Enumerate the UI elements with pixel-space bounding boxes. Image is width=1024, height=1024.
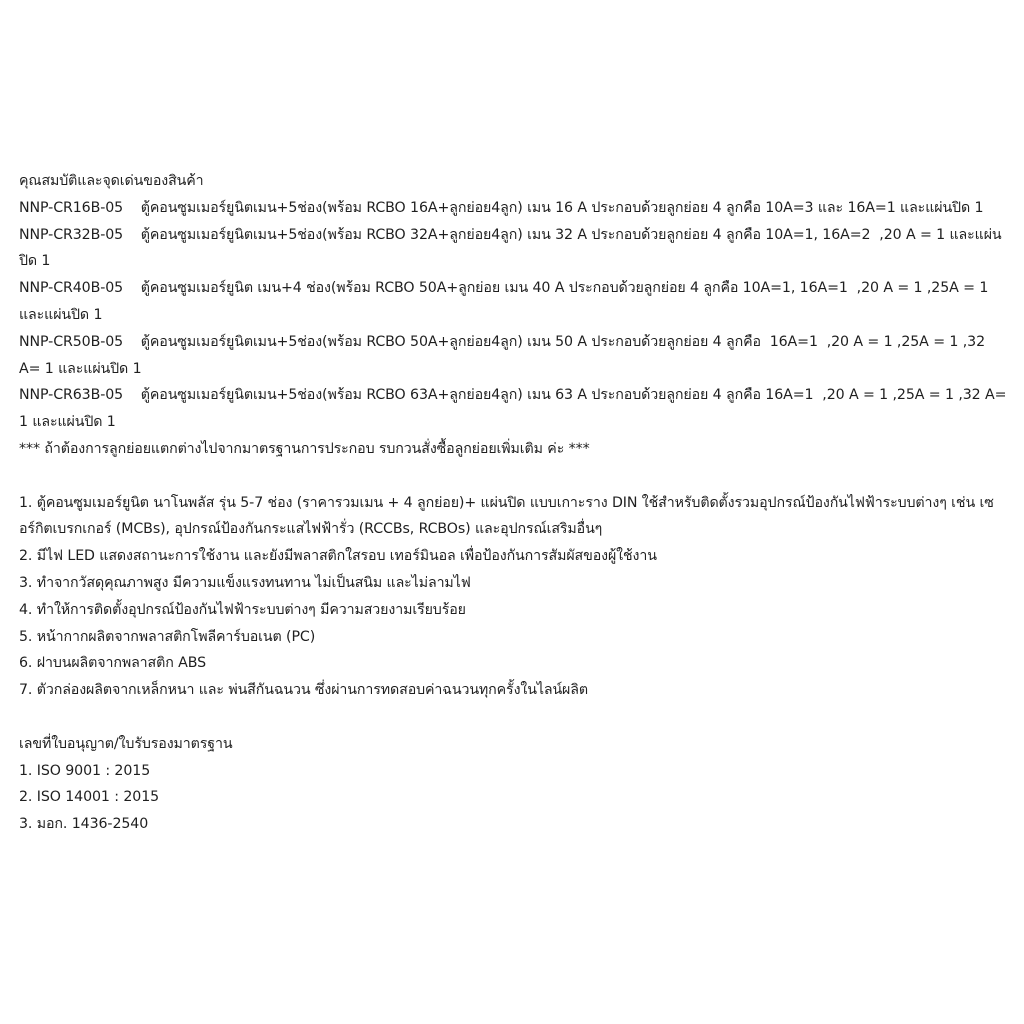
- model-description: ตู้คอนซูมเมอร์ยูนิตเมน+5ช่อง(พร้อม RCBO 16A+ลูกย่อย4ลูก) เมน 16 A ประกอบด้วยลูกย่อย 4 ลูกคือ 10A=3 และ 16A=1 และแผ่นปิด 1: [140, 199, 984, 216]
- order-note: *** ถ้าต้องการลูกย่อยแตกต่างไปจากมาตรฐานการประกอบ รบกวนสั่งซื้อลูกย่อยเพิ่มเติม ค่ะ ***: [19, 440, 590, 457]
- model-code: NNP-CR50B-05: [19, 333, 124, 350]
- feature-item: 4. ทำให้การติดตั้งอุปกรณ์ป้องกันไฟฟ้าระบบต่างๆ มีความสวยงามเรียบร้อย: [19, 601, 466, 618]
- spacer: [19, 463, 1009, 490]
- feature-item: 7. ตัวกล่องผลิตจากเหล็กหนา และ พ่นสีกันฉนวน ซึ่งผ่านการทดสอบค่าฉนวนทุกครั้งในไลน์ผลิต: [19, 682, 588, 699]
- model-description: ตู้คอนซูมเมอร์ยูนิต เมน+4 ช่อง(พร้อม RCBO 50A+ลูกย่อย เมน 40 A ประกอบด้วยลูกย่อย 4 ลูกคือ 10A=1, 16A=1 ,20 A = 1 ,25A = 1 และแผ่นปิด 1: [19, 280, 993, 323]
- model-description: ตู้คอนซูมเมอร์ยูนิตเมน+5ช่อง(พร้อม RCBO 63A+ลูกย่อย4ลูก) เมน 63 A ประกอบด้วยลูกย่อย 4 ลูกคือ 16A=1 ,20 A = 1 ,25A = 1 ,32 A= 1 และแผ่นปิด 1: [19, 387, 1011, 431]
- model-description: ตู้คอนซูมเมอร์ยูนิตเมน+5ช่อง(พร้อม RCBO 50A+ลูกย่อย4ลูก) เมน 50 A ประกอบด้วยลูกย่อย 4 ลูกคือ 16A=1 ,20 A = 1 ,25A = 1 ,32 A= 1 และแผ่นปิด 1: [19, 333, 990, 377]
- feature-item: 2. มีไฟ LED แสดงสถานะการใช้งาน และยังมีพลาสติกใสรอบ เทอร์มินอล เพื่อป้องกันการสัมผัสของผู้ใช้งาน: [19, 548, 657, 565]
- feature-item: 5. หน้ากากผลิตจากพลาสติกโพลีคาร์บอเนต (PC): [19, 628, 316, 645]
- model-row: [19, 222, 1009, 276]
- feature-item: 1. ตู้คอนซูมเมอร์ยูนิต นาโนพลัส รุ่น 5-7 ช่อง (ราคารวมเมน + 4 ลูกย่อย)+ แผ่นปิด แบบเกาะราง DIN ใช้สำหรับติดตั้งรวมอุปกรณ์ป้องกันไฟฟ้าระบบต่างๆ เช่น เซอร์กิตเบรกเกอร์ (MCBs), อุปกรณ์ป้องกันกระแสไฟฟ้ารั่ว (RCCBs, RCBOs) และอุปกรณ์เสริมอื่นๆ: [19, 494, 994, 538]
- spacer: [19, 704, 1009, 731]
- certification-item: 3. มอก. 1436-2540: [19, 816, 149, 833]
- feature-item: 6. ฝาบนผลิตจากพลาสติก ABS: [19, 655, 207, 672]
- certification-item: 1. ISO 9001 : 2015: [19, 762, 151, 779]
- model-code: NNP-CR16B-05: [19, 199, 124, 216]
- features-heading: คุณสมบัติและจุดเด่นของสินค้า: [19, 173, 204, 189]
- certification-item: 2. ISO 14001 : 2015: [19, 789, 160, 806]
- model-code: NNP-CR32B-05: [19, 226, 124, 243]
- feature-item: 3. ทำจากวัสดุคุณภาพสูง มีความแข็งแรงทนทาน ไม่เป็นสนิม และไม่ลามไฟ: [19, 574, 471, 591]
- certifications-heading: เลขที่ใบอนุญาต/ใบรับรองมาตรฐาน: [19, 735, 233, 752]
- model-row: [19, 275, 1009, 329]
- product-description: [19, 168, 1009, 838]
- model-row: [19, 195, 1009, 222]
- model-code: NNP-CR40B-05: [19, 280, 124, 297]
- model-row: [19, 329, 1009, 383]
- model-code: NNP-CR63B-05: [19, 387, 124, 404]
- model-row: [19, 382, 1009, 436]
- model-description: ตู้คอนซูมเมอร์ยูนิตเมน+5ช่อง(พร้อม RCBO 32A+ลูกย่อย4ลูก) เมน 32 A ประกอบด้วยลูกย่อย 4 ลูกคือ 10A=1, 16A=2 ,20 A = 1 และแผ่นปิด 1: [19, 226, 1002, 270]
